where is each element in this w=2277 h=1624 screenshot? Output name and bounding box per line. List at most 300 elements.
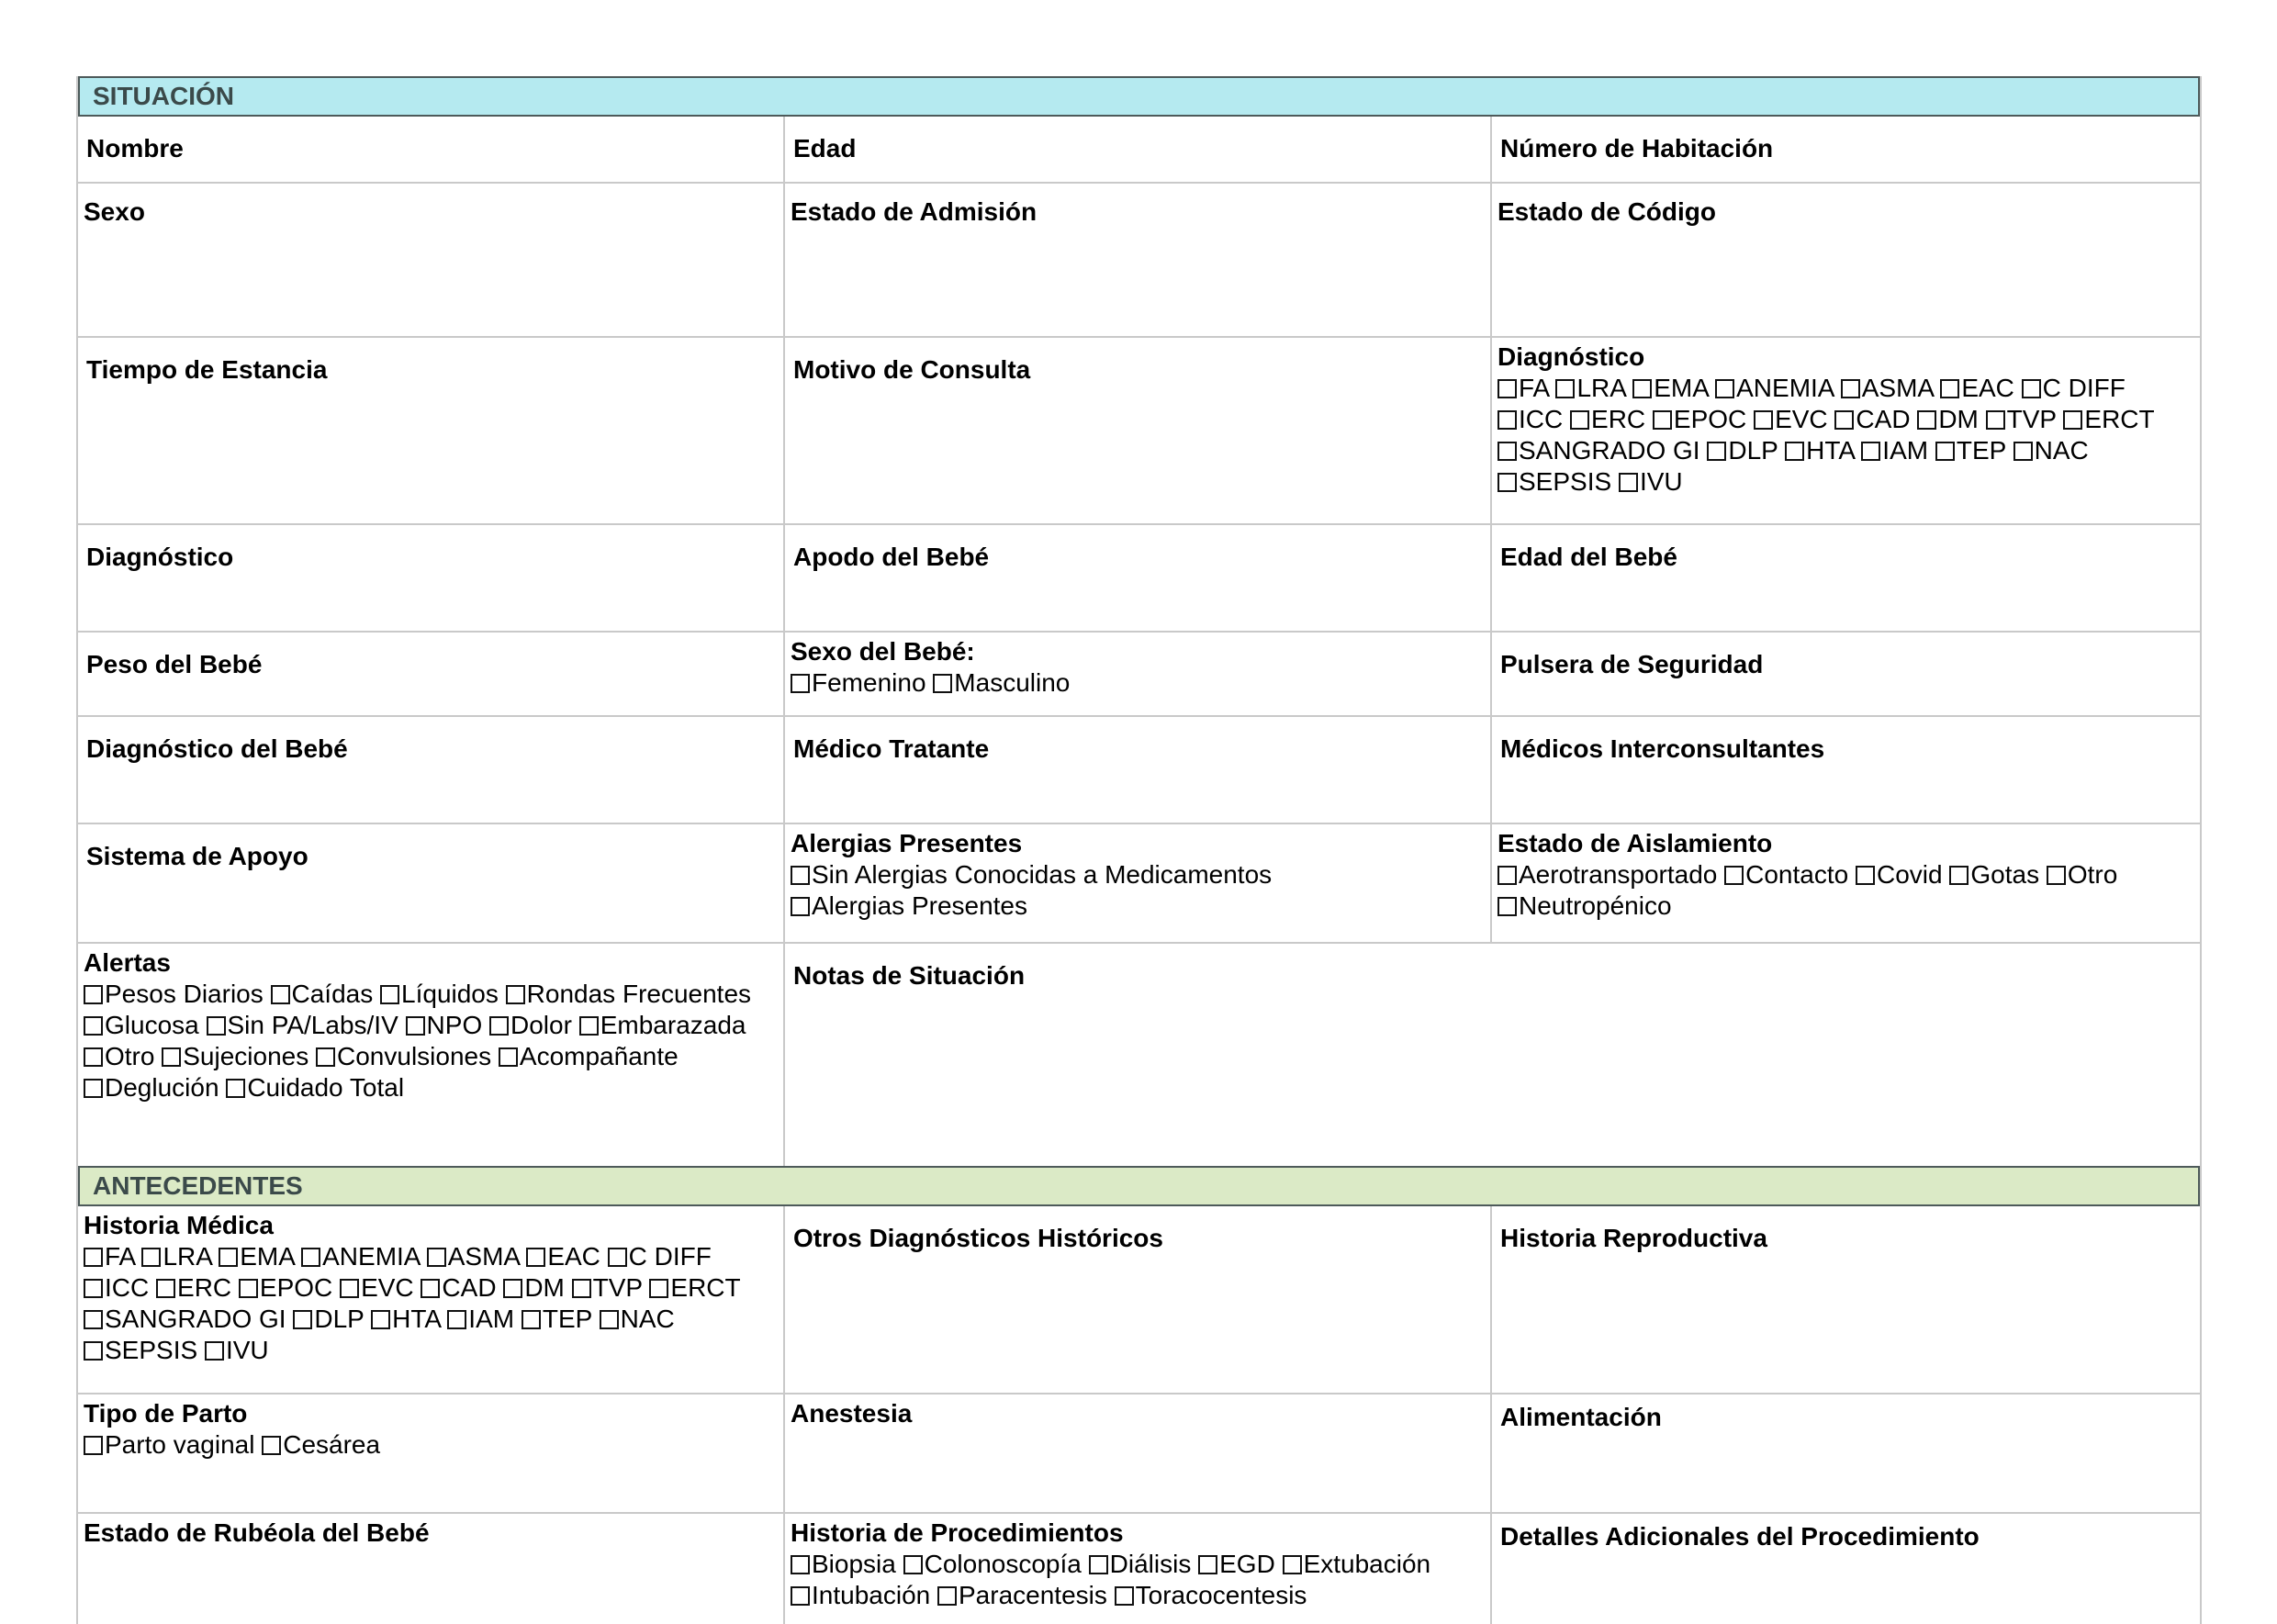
checkbox-label: Masculino [954, 668, 1071, 697]
checkbox-icon[interactable] [1497, 410, 1517, 430]
checkbox-icon[interactable] [1949, 866, 1969, 885]
checkbox-option[interactable] [293, 1305, 364, 1333]
checkbox-group [84, 1241, 778, 1366]
checkbox-icon[interactable] [371, 1310, 390, 1329]
checkbox-label: DM [524, 1273, 565, 1302]
field-label: Sexo [84, 197, 145, 226]
checkbox-option[interactable] [427, 1242, 520, 1271]
checkbox-label: Glucosa [105, 1011, 199, 1039]
checkbox-icon[interactable] [340, 1279, 359, 1298]
field-label: Estado de Código [1497, 197, 1716, 226]
checkbox-option[interactable] [1497, 436, 1700, 465]
checkbox-label: NAC [2034, 436, 2089, 465]
checkbox-option[interactable] [1724, 860, 1848, 889]
checkbox-label: Contacto [1745, 860, 1849, 889]
checkbox-label: ERCT [670, 1273, 741, 1302]
checkbox-label: IVU [225, 1336, 269, 1364]
field-label: Motivo de Consulta [793, 355, 1031, 384]
checkbox-option[interactable] [489, 1011, 572, 1039]
field-historia-medica [78, 1206, 785, 1393]
checkbox-icon[interactable] [271, 985, 290, 1004]
checkbox-icon[interactable] [1198, 1555, 1217, 1574]
checkbox-icon[interactable] [380, 985, 399, 1004]
checkbox-icon[interactable] [791, 897, 810, 916]
checkbox-option[interactable] [84, 1073, 219, 1102]
checkbox-icon[interactable] [791, 674, 810, 693]
checkbox-option[interactable] [1841, 374, 1934, 402]
checkbox-option[interactable] [1619, 467, 1683, 496]
checkbox-icon[interactable] [2022, 379, 2041, 398]
checkbox-option[interactable] [522, 1305, 592, 1333]
checkbox-icon[interactable] [427, 1248, 446, 1267]
checkbox-icon[interactable] [1715, 379, 1734, 398]
checkbox-icon[interactable] [526, 1248, 545, 1267]
checkbox-option[interactable] [1785, 436, 1854, 465]
form-row [78, 1206, 2200, 1394]
checkbox-option[interactable] [84, 1273, 149, 1302]
checkbox-option[interactable] [84, 1305, 286, 1333]
checkbox-option[interactable] [608, 1242, 712, 1271]
checkbox-label: Femenino [812, 668, 926, 697]
checkbox-label: Convulsiones [337, 1042, 492, 1070]
checkbox-option[interactable] [791, 668, 926, 697]
checkbox-label: ERC [1591, 405, 1646, 433]
checkbox-icon[interactable] [1089, 1555, 1108, 1574]
form-row [78, 117, 2200, 184]
section-title: ANTECEDENTES [93, 1171, 303, 1200]
checkbox-label: LRA [1576, 374, 1626, 402]
checkbox-icon[interactable] [2063, 410, 2082, 430]
checkbox-icon[interactable] [791, 1555, 810, 1574]
checkbox-line [791, 859, 1485, 890]
checkbox-icon[interactable] [84, 1279, 103, 1298]
checkbox-icon[interactable] [791, 866, 810, 885]
checkbox-icon[interactable] [84, 1016, 103, 1036]
field-historia-procedimientos [785, 1514, 1492, 1624]
checkbox-icon[interactable] [933, 674, 952, 693]
form-row [78, 184, 2200, 338]
checkbox-icon[interactable] [447, 1310, 466, 1329]
section-header-antecedentes [78, 1166, 2200, 1206]
checkbox-label: EAC [1961, 374, 2014, 402]
checkbox-label: ERC [177, 1273, 232, 1302]
checkbox-option[interactable] [1949, 860, 2039, 889]
checkbox-label: Covid [1877, 860, 1943, 889]
section-title: SITUACIÓN [93, 82, 234, 110]
checkbox-icon[interactable] [522, 1310, 541, 1329]
checkbox-option[interactable] [937, 1581, 1107, 1609]
field-alimentacion[interactable] [1492, 1394, 2200, 1512]
checkbox-icon[interactable] [141, 1248, 161, 1267]
checkbox-icon[interactable] [503, 1279, 522, 1298]
field-rubeola-bebe[interactable] [78, 1514, 785, 1624]
checkbox-group [791, 859, 1485, 922]
checkbox-option[interactable] [791, 860, 1272, 889]
checkbox-label: FA [105, 1242, 135, 1271]
checkbox-option[interactable] [1089, 1550, 1192, 1578]
checkbox-icon[interactable] [84, 1341, 103, 1361]
checkbox-icon[interactable] [84, 1436, 103, 1455]
checkbox-option[interactable] [1986, 405, 2057, 433]
checkbox-label: SANGRADO GI [105, 1305, 286, 1333]
field-estado-admision[interactable] [785, 184, 1492, 336]
checkbox-label: LRA [163, 1242, 212, 1271]
checkbox-option[interactable] [447, 1305, 514, 1333]
checkbox-icon[interactable] [1724, 866, 1744, 885]
field-label: Médicos Interconsultantes [1500, 734, 1825, 763]
checkbox-option[interactable] [219, 1242, 294, 1271]
checkbox-icon[interactable] [903, 1555, 923, 1574]
checkbox-icon[interactable] [1497, 442, 1517, 461]
checkbox-icon[interactable] [506, 985, 525, 1004]
checkbox-option[interactable] [207, 1011, 398, 1039]
checkbox-icon[interactable] [2013, 442, 2033, 461]
checkbox-option[interactable] [84, 980, 264, 1008]
checkbox-icon[interactable] [1115, 1586, 1134, 1606]
checkbox-option[interactable] [2022, 374, 2126, 402]
checkbox-icon[interactable] [579, 1016, 599, 1036]
checkbox-option[interactable] [1497, 860, 1717, 889]
field-detalles-procedimiento[interactable] [1492, 1514, 2200, 1624]
checkbox-icon[interactable] [1632, 379, 1652, 398]
checkbox-line [1497, 373, 2194, 404]
checkbox-option[interactable] [1570, 405, 1645, 433]
checkbox-option[interactable] [316, 1042, 491, 1070]
field-label: Médico Tratante [793, 734, 990, 763]
checkbox-icon[interactable] [293, 1310, 312, 1329]
checkbox-option[interactable] [84, 1242, 135, 1271]
section-header-situacion [78, 76, 2200, 117]
checkbox-icon[interactable] [649, 1279, 668, 1298]
field-nombre[interactable] [78, 117, 785, 182]
checkbox-icon[interactable] [1785, 442, 1804, 461]
checkbox-label: Dolor [510, 1011, 572, 1039]
field-sistema-apoyo[interactable] [78, 824, 785, 942]
checkbox-label: NPO [426, 1011, 483, 1039]
checkbox-icon[interactable] [1497, 379, 1517, 398]
checkbox-option[interactable] [84, 1430, 254, 1459]
checkbox-icon[interactable] [600, 1310, 619, 1329]
checkbox-line [791, 890, 1485, 922]
checkbox-option[interactable] [226, 1073, 404, 1102]
checkbox-label: Otro [2067, 860, 2118, 889]
checkbox-icon[interactable] [1754, 410, 1773, 430]
checkbox-icon[interactable] [226, 1079, 245, 1098]
field-anestesia[interactable] [785, 1394, 1492, 1512]
checkbox-icon[interactable] [207, 1016, 226, 1036]
checkbox-option[interactable] [506, 980, 751, 1008]
checkbox-option[interactable] [1497, 374, 1549, 402]
checkbox-label: SANGRADO GI [1519, 436, 1700, 465]
checkbox-label: Sujeciones [183, 1042, 309, 1070]
checkbox-label: EMA [1654, 374, 1709, 402]
checkbox-icon[interactable] [205, 1341, 224, 1361]
checkbox-label: EAC [547, 1242, 600, 1271]
checkbox-option[interactable] [933, 668, 1070, 697]
form-row [78, 1394, 2200, 1514]
checkbox-icon[interactable] [2047, 866, 2066, 885]
checkbox-line [84, 1010, 778, 1041]
checkbox-line [84, 1072, 778, 1103]
form-row [78, 824, 2200, 944]
checkbox-icon[interactable] [421, 1279, 440, 1298]
checkbox-label: IAM [1882, 436, 1929, 465]
checkbox-option[interactable] [1861, 436, 1928, 465]
checkbox-icon[interactable] [262, 1436, 281, 1455]
checkbox-icon[interactable] [316, 1047, 335, 1067]
checkbox-icon[interactable] [301, 1248, 320, 1267]
checkbox-line [791, 667, 1485, 699]
checkbox-option[interactable] [1707, 436, 1778, 465]
checkbox-label: Cuidado Total [247, 1073, 405, 1102]
field-notas-situacion[interactable] [785, 944, 2200, 1166]
checkbox-icon[interactable] [84, 1248, 103, 1267]
checkbox-label: TVP [2006, 405, 2057, 433]
checkbox-option[interactable] [1497, 467, 1611, 496]
checkbox-option[interactable] [1834, 405, 1910, 433]
checkbox-option[interactable] [1283, 1550, 1431, 1578]
checkbox-label: C DIFF [628, 1242, 712, 1271]
checkbox-icon[interactable] [572, 1279, 591, 1298]
field-otros-diagnosticos[interactable] [785, 1206, 1492, 1393]
checkbox-label: Otro [105, 1042, 155, 1070]
checkbox-label: Neutropénico [1519, 891, 1672, 920]
checkbox-icon[interactable] [1283, 1555, 1302, 1574]
checkbox-line [84, 1335, 778, 1366]
checkbox-label: HTA [1806, 436, 1855, 465]
checkbox-option[interactable] [499, 1042, 679, 1070]
checkbox-option[interactable] [1632, 374, 1708, 402]
checkbox-option[interactable] [205, 1336, 269, 1364]
checkbox-option[interactable] [1555, 374, 1625, 402]
checkbox-option[interactable] [371, 1305, 440, 1333]
checkbox-icon[interactable] [219, 1248, 238, 1267]
checkbox-option[interactable] [1935, 436, 2006, 465]
checkbox-label: NAC [620, 1305, 675, 1333]
field-tiempo-estancia[interactable] [78, 338, 785, 523]
field-label: Sistema de Apoyo [86, 842, 308, 870]
checkbox-icon[interactable] [1856, 866, 1875, 885]
checkbox-label: TEP [1956, 436, 2006, 465]
field-label: Diagnóstico [86, 543, 234, 571]
field-label: Historia Reproductiva [1500, 1224, 1767, 1252]
checkbox-option[interactable] [1497, 891, 1672, 920]
form-row [78, 1514, 2200, 1624]
checkbox-label: ANEMIA [1736, 374, 1834, 402]
checkbox-line [1497, 435, 2194, 466]
checkbox-option[interactable] [301, 1242, 420, 1271]
field-label: Nombre [86, 134, 184, 162]
form-frame [76, 76, 2202, 1624]
checkbox-label: Colonoscopía [924, 1550, 1082, 1578]
checkbox-option[interactable] [503, 1273, 565, 1302]
checkbox-label: Toracocentesis [1135, 1581, 1307, 1609]
checkbox-option[interactable] [579, 1011, 746, 1039]
checkbox-icon[interactable] [608, 1248, 627, 1267]
field-numero-habitacion[interactable] [1492, 117, 2200, 182]
checkbox-icon[interactable] [1497, 866, 1517, 885]
checkbox-option[interactable] [1940, 374, 2014, 402]
checkbox-label: Alergias Presentes [812, 891, 1028, 920]
checkbox-icon[interactable] [1497, 897, 1517, 916]
field-label: Estado de Admisión [791, 197, 1038, 226]
checkbox-label: IAM [468, 1305, 515, 1333]
field-label: Pulsera de Seguridad [1500, 650, 1764, 678]
checkbox-option[interactable] [649, 1273, 740, 1302]
field-label: Alertas [84, 948, 171, 977]
checkbox-label: Caídas [291, 980, 374, 1008]
checkbox-icon[interactable] [84, 1047, 103, 1067]
field-diagnostico-bebe[interactable] [78, 717, 785, 823]
checkbox-option[interactable] [1497, 405, 1563, 433]
checkbox-icon[interactable] [1653, 410, 1672, 430]
checkbox-icon[interactable] [1917, 410, 1936, 430]
checkbox-option[interactable] [1917, 405, 1979, 433]
field-estado-codigo[interactable] [1492, 184, 2200, 336]
field-sexo[interactable] [78, 184, 785, 336]
checkbox-label: Extubación [1303, 1550, 1431, 1578]
checkbox-icon[interactable] [489, 1016, 509, 1036]
checkbox-option[interactable] [380, 980, 499, 1008]
checkbox-icon[interactable] [84, 1310, 103, 1329]
field-pulsera-seguridad[interactable] [1492, 633, 2200, 715]
checkbox-icon[interactable] [162, 1047, 181, 1067]
checkbox-icon[interactable] [1497, 473, 1517, 492]
checkbox-icon[interactable] [84, 1079, 103, 1098]
checkbox-icon[interactable] [1935, 442, 1955, 461]
checkbox-icon[interactable] [1619, 473, 1638, 492]
checkbox-label: Aerotransportado [1519, 860, 1718, 889]
field-label: Notas de Situación [793, 961, 1026, 990]
checkbox-option[interactable] [406, 1011, 483, 1039]
checkbox-option[interactable] [2047, 860, 2117, 889]
field-edad[interactable] [785, 117, 1492, 182]
field-historia-reproductiva[interactable] [1492, 1206, 2200, 1393]
field-edad-bebe[interactable] [1492, 525, 2200, 631]
field-tipo-parto [78, 1394, 785, 1512]
field-label: Peso del Bebé [86, 650, 263, 678]
checkbox-line [84, 1272, 778, 1304]
checkbox-icon[interactable] [1570, 410, 1589, 430]
checkbox-option[interactable] [141, 1242, 211, 1271]
checkbox-label: Sin PA/Labs/IV [227, 1011, 398, 1039]
field-peso-bebe[interactable] [78, 633, 785, 715]
checkbox-line [84, 979, 778, 1010]
checkbox-line [1497, 859, 2194, 890]
checkbox-icon[interactable] [406, 1016, 425, 1036]
checkbox-label: Rondas Frecuentes [526, 980, 752, 1008]
checkbox-line [84, 1041, 778, 1072]
checkbox-option[interactable] [600, 1305, 675, 1333]
checkbox-option[interactable] [903, 1550, 1082, 1578]
checkbox-option[interactable] [791, 1550, 896, 1578]
checkbox-option[interactable] [791, 1581, 930, 1609]
checkbox-line [84, 1241, 778, 1272]
checkbox-option[interactable] [84, 1011, 199, 1039]
field-motivo-consulta[interactable] [785, 338, 1492, 523]
field-apodo-bebe[interactable] [785, 525, 1492, 631]
checkbox-option[interactable] [1653, 405, 1746, 433]
checkbox-option[interactable] [572, 1273, 643, 1302]
checkbox-option[interactable] [2063, 405, 2154, 433]
checkbox-option[interactable] [526, 1242, 600, 1271]
field-label: Número de Habitación [1500, 134, 1774, 162]
field-label: Diagnóstico [1497, 342, 1645, 371]
checkbox-label: Acompañante [519, 1042, 679, 1070]
field-medico-tratante[interactable] [785, 717, 1492, 823]
checkbox-icon[interactable] [1940, 379, 1959, 398]
field-label: Estado de Rubéola del Bebé [84, 1518, 430, 1547]
field-label: Anestesia [791, 1399, 913, 1428]
field-medicos-interconsultantes[interactable] [1492, 717, 2200, 823]
checkbox-label: Gotas [1970, 860, 2040, 889]
field-label: Diagnóstico del Bebé [86, 734, 348, 763]
checkbox-icon[interactable] [791, 1586, 810, 1606]
checkbox-icon[interactable] [499, 1047, 518, 1067]
checkbox-option[interactable] [239, 1273, 332, 1302]
checkbox-option[interactable] [2013, 436, 2089, 465]
checkbox-label: ASMA [447, 1242, 520, 1271]
checkbox-label: CAD [442, 1273, 497, 1302]
checkbox-icon[interactable] [1986, 410, 2005, 430]
checkbox-label: Biopsia [812, 1550, 896, 1578]
checkbox-option[interactable] [262, 1430, 380, 1459]
checkbox-line [791, 1580, 1485, 1611]
checkbox-line [84, 1304, 778, 1335]
checkbox-option[interactable] [1856, 860, 1943, 889]
checkbox-option[interactable] [340, 1273, 414, 1302]
checkbox-option[interactable] [421, 1273, 496, 1302]
form-row [78, 525, 2200, 633]
checkbox-option[interactable] [791, 891, 1027, 920]
checkbox-icon[interactable] [239, 1279, 258, 1298]
checkbox-label: Paracentesis [959, 1581, 1107, 1609]
checkbox-option[interactable] [1715, 374, 1834, 402]
checkbox-option[interactable] [271, 980, 374, 1008]
checkbox-label: FA [1519, 374, 1549, 402]
checkbox-label: DLP [314, 1305, 365, 1333]
checkbox-icon[interactable] [1707, 442, 1726, 461]
checkbox-label: EMA [240, 1242, 295, 1271]
checkbox-icon[interactable] [156, 1279, 175, 1298]
checkbox-option[interactable] [156, 1273, 231, 1302]
checkbox-label: Sin Alergias Conocidas a Medicamentos [812, 860, 1273, 889]
checkbox-label: ERCT [2084, 405, 2155, 433]
checkbox-line [1497, 404, 2194, 435]
field-label: Historia de Procedimientos [791, 1518, 1124, 1547]
checkbox-label: Pesos Diarios [105, 980, 264, 1008]
field-diagnostico[interactable] [78, 525, 785, 631]
checkbox-label: Diálisis [1109, 1550, 1192, 1578]
checkbox-option[interactable] [1115, 1581, 1307, 1609]
checkbox-option[interactable] [84, 1336, 197, 1364]
checkbox-option[interactable] [162, 1042, 308, 1070]
field-label: Otros Diagnósticos Históricos [793, 1224, 1163, 1252]
checkbox-icon[interactable] [84, 985, 103, 1004]
checkbox-icon[interactable] [1861, 442, 1880, 461]
checkbox-label: SEPSIS [105, 1336, 198, 1364]
checkbox-label: C DIFF [2042, 374, 2126, 402]
checkbox-label: Parto vaginal [105, 1430, 255, 1459]
checkbox-icon[interactable] [937, 1586, 957, 1606]
checkbox-group [791, 667, 1485, 699]
checkbox-option[interactable] [84, 1042, 154, 1070]
checkbox-option[interactable] [1754, 405, 1828, 433]
checkbox-option[interactable] [1198, 1550, 1275, 1578]
checkbox-icon[interactable] [1841, 379, 1860, 398]
checkbox-icon[interactable] [1555, 379, 1575, 398]
checkbox-icon[interactable] [1834, 410, 1854, 430]
